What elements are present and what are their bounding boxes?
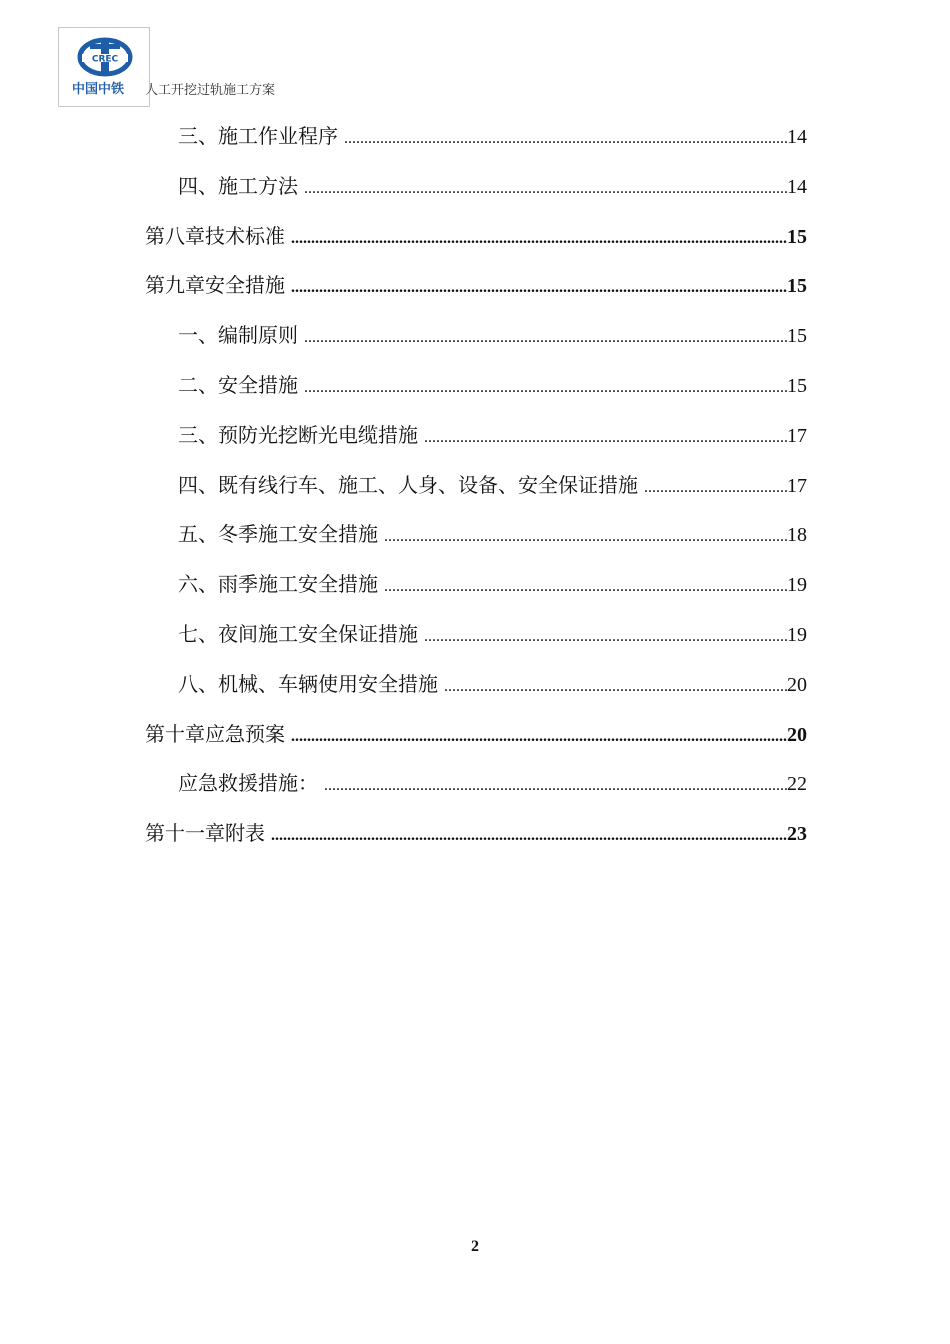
- toc-dot-leader: [384, 578, 787, 596]
- toc-dot-leader: [644, 479, 787, 497]
- toc-entry[interactable]: [145, 718, 807, 748]
- page-header: [58, 27, 298, 109]
- toc-entry[interactable]: [178, 668, 807, 698]
- toc-entry-label: 第九章安全措施: [145, 273, 285, 298]
- toc-entry-label: 四、施工方法: [178, 173, 298, 198]
- toc-dot-leader: [304, 329, 787, 347]
- toc-entry[interactable]: [178, 618, 807, 648]
- toc-entry[interactable]: [178, 120, 807, 150]
- toc-entry[interactable]: [178, 518, 807, 548]
- toc-entry[interactable]: [178, 469, 807, 499]
- toc-dot-leader: [304, 379, 787, 397]
- toc-dot-leader: [424, 628, 787, 646]
- toc-entry[interactable]: [178, 319, 807, 349]
- toc-entry[interactable]: [178, 419, 807, 449]
- toc-dot-leader: [444, 678, 787, 696]
- toc-entry[interactable]: [178, 568, 807, 598]
- toc-entry-label: 第十章应急预案: [145, 721, 285, 746]
- toc-dot-leader: [271, 827, 787, 845]
- toc-dot-leader: [291, 230, 787, 248]
- toc-entry-label: 应急救援措施：: [178, 771, 318, 796]
- toc-entry-page: 15: [787, 375, 807, 397]
- document-title: 人工开挖过轨施工方案: [145, 83, 276, 98]
- toc-entry-label: 三、预防光挖断光电缆措施: [178, 422, 418, 447]
- toc-entry-page: 17: [787, 474, 807, 497]
- toc-entry-page: 14: [787, 126, 807, 148]
- toc-entry-label: 一、编制原则: [178, 323, 298, 348]
- toc-entry-page: 19: [787, 624, 807, 646]
- toc-entry-label: 三、施工作业程序: [178, 124, 338, 148]
- logo-text: 中国中铁: [72, 82, 125, 97]
- toc-entry-page: 15: [787, 325, 807, 348]
- toc-entry-page: 20: [787, 723, 807, 746]
- toc-dot-leader: [291, 279, 787, 297]
- toc-entry-label: 四、既有线行车、施工、人身、设备、安全保证措施: [178, 472, 638, 497]
- toc-entry-page: 20: [787, 673, 807, 696]
- toc-entry-page: 15: [787, 275, 807, 298]
- toc-entry-page: 15: [787, 225, 807, 248]
- toc-entry-label: 六、雨季施工安全措施: [178, 572, 378, 597]
- logo-emblem-text: CREC: [91, 54, 119, 65]
- toc-entry-label: 八、机械、车辆使用安全措施: [178, 671, 438, 696]
- toc-dot-leader: [304, 180, 787, 198]
- toc-dot-leader: [324, 777, 787, 795]
- toc-entry-page: 14: [787, 175, 807, 198]
- toc-entry-label: 七、夜间施工安全保证措施: [178, 622, 418, 646]
- company-logo: [58, 27, 150, 107]
- toc-entry[interactable]: [145, 269, 807, 299]
- toc-entry-label: 五、冬季施工安全措施: [178, 522, 378, 547]
- toc-entry[interactable]: [178, 369, 807, 399]
- toc-entry-page: 22: [787, 773, 807, 796]
- toc-dot-leader: [384, 528, 787, 546]
- toc-dot-leader: [424, 429, 787, 447]
- toc-entry-page: 19: [787, 574, 807, 597]
- crec-emblem-icon: [76, 37, 134, 81]
- toc-entry[interactable]: [178, 170, 807, 200]
- toc-entry[interactable]: [178, 767, 807, 797]
- toc-entry[interactable]: [145, 817, 807, 847]
- toc-entry-page: 17: [787, 424, 807, 447]
- toc-entry[interactable]: [145, 220, 807, 250]
- toc-entry-page: 23: [787, 823, 807, 846]
- toc-dot-leader: [344, 130, 787, 148]
- page-number: 2: [471, 1238, 479, 1255]
- toc-dot-leader: [291, 728, 787, 746]
- toc-entry-label: 第八章技术标准: [145, 223, 285, 248]
- toc-entry-label: 第十一章附表: [145, 821, 265, 846]
- toc-entry-page: 18: [787, 524, 807, 547]
- toc-entry-label: 二、安全措施: [178, 373, 298, 397]
